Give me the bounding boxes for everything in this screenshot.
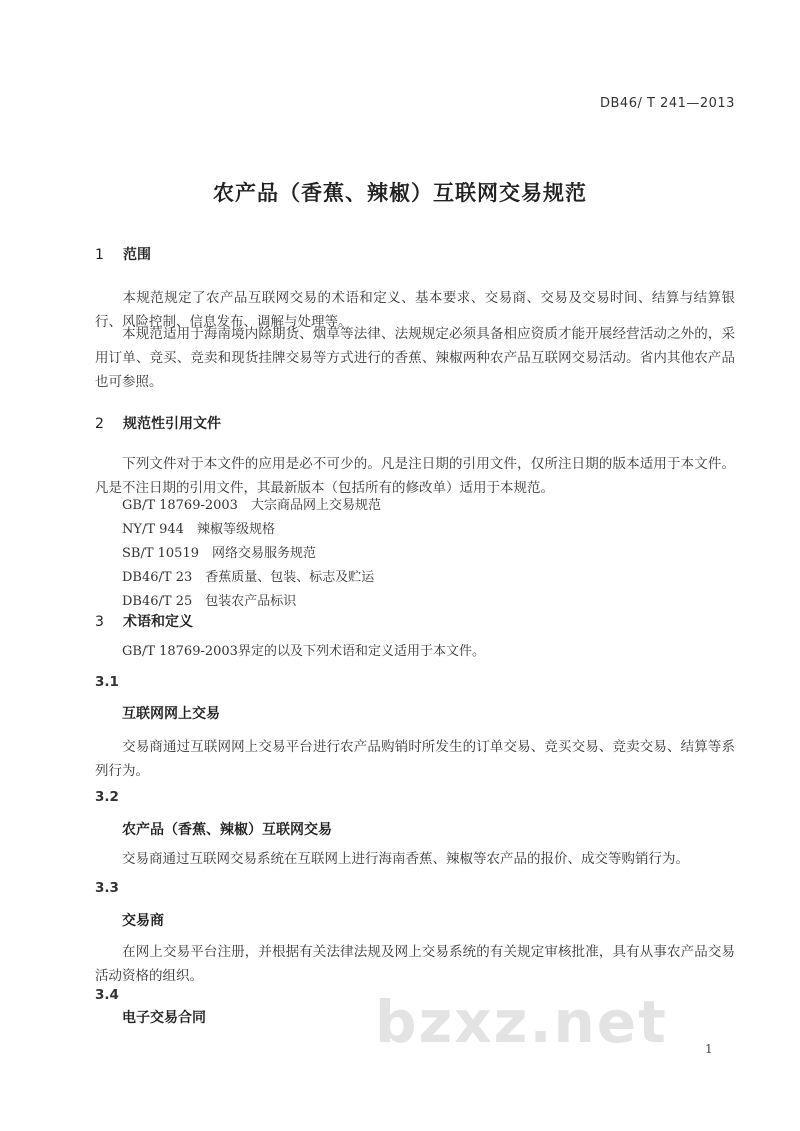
paragraph: 下列文件对于本文件的应用是必不可少的。凡是注日期的引用文件，仅所注日期的版本适用于本文件。凡是不注日期的引用文件，其最新版本（包括所有的修改单）适用于本规范。 [95,456,735,496]
section-heading-3 [95,611,193,631]
paragraph: 本规范规定了农产品互联网交易的术语和定义、基本要求、交易商、交易及交易时间、结算与结算银行、风险控制、信息发布、调解与处理等。 [95,290,735,330]
section-heading-1 [95,244,151,264]
watermark: bzxz.net [375,988,668,1056]
section-number: 2 [95,416,104,432]
reference-item: DB46/T 25 包装农产品标识 [122,594,297,609]
term-definition: 在网上交易平台注册，并根据有关法律法规及网上交易系统的有关规定审核批准，具有从事农产品交易活动资格的组织。 [95,944,735,984]
term-name: 农产品（香蕉、辣椒）互联网交易 [122,822,332,838]
document-number: DB46/ T 241—2013 [600,96,735,111]
reference-item: DB46/T 23 香蕉质量、包装、标志及贮运 [122,570,375,585]
term-name: 电子交易合同 [122,1010,206,1026]
section-title: 规范性引用文件 [123,416,221,432]
section-title: 术语和定义 [123,614,193,630]
term-number: 3.2 [95,789,119,805]
document-title: 农产品（香蕉、辣椒）互联网交易规范 [213,181,587,205]
section-number: 1 [95,247,104,263]
reference-item: SB/T 10519 网络交易服务规范 [122,546,316,561]
section-title: 范围 [123,247,151,263]
term-number: 3.1 [95,674,119,690]
page-number: 1 [705,1042,713,1056]
section-heading-2 [95,413,221,433]
reference-item: GB/T 18769-2003 大宗商品网上交易规范 [122,498,381,513]
term-name: 互联网网上交易 [122,706,220,722]
reference-item: NY/T 944 辣椒等级规格 [122,522,275,537]
paragraph: GB/T 18769-2003界定的以及下列术语和定义适用于本文件。 [122,644,485,659]
paragraph: 本规范适用于海南境内除期货、烟草等法律、法规规定必须具备相应资质才能开展经营活动之外的，采用订单、竞买、竞卖和现货挂牌交易等方式进行的香蕉、辣椒两种农产品互联网交易活动。省内其他农产品也可参照。 [95,326,735,390]
term-number: 3.4 [95,987,119,1003]
term-definition: 交易商通过互联网网上交易平台进行农产品购销时所发生的订单交易、竞买交易、竞卖交易、结算等系列行为。 [95,739,735,779]
term-definition: 交易商通过互联网交易系统在互联网上进行海南香蕉、辣椒等农产品的报价、成交等购销行为。 [122,851,689,867]
term-name: 交易商 [122,913,164,929]
term-number: 3.3 [95,880,119,896]
section-number: 3 [95,614,104,630]
